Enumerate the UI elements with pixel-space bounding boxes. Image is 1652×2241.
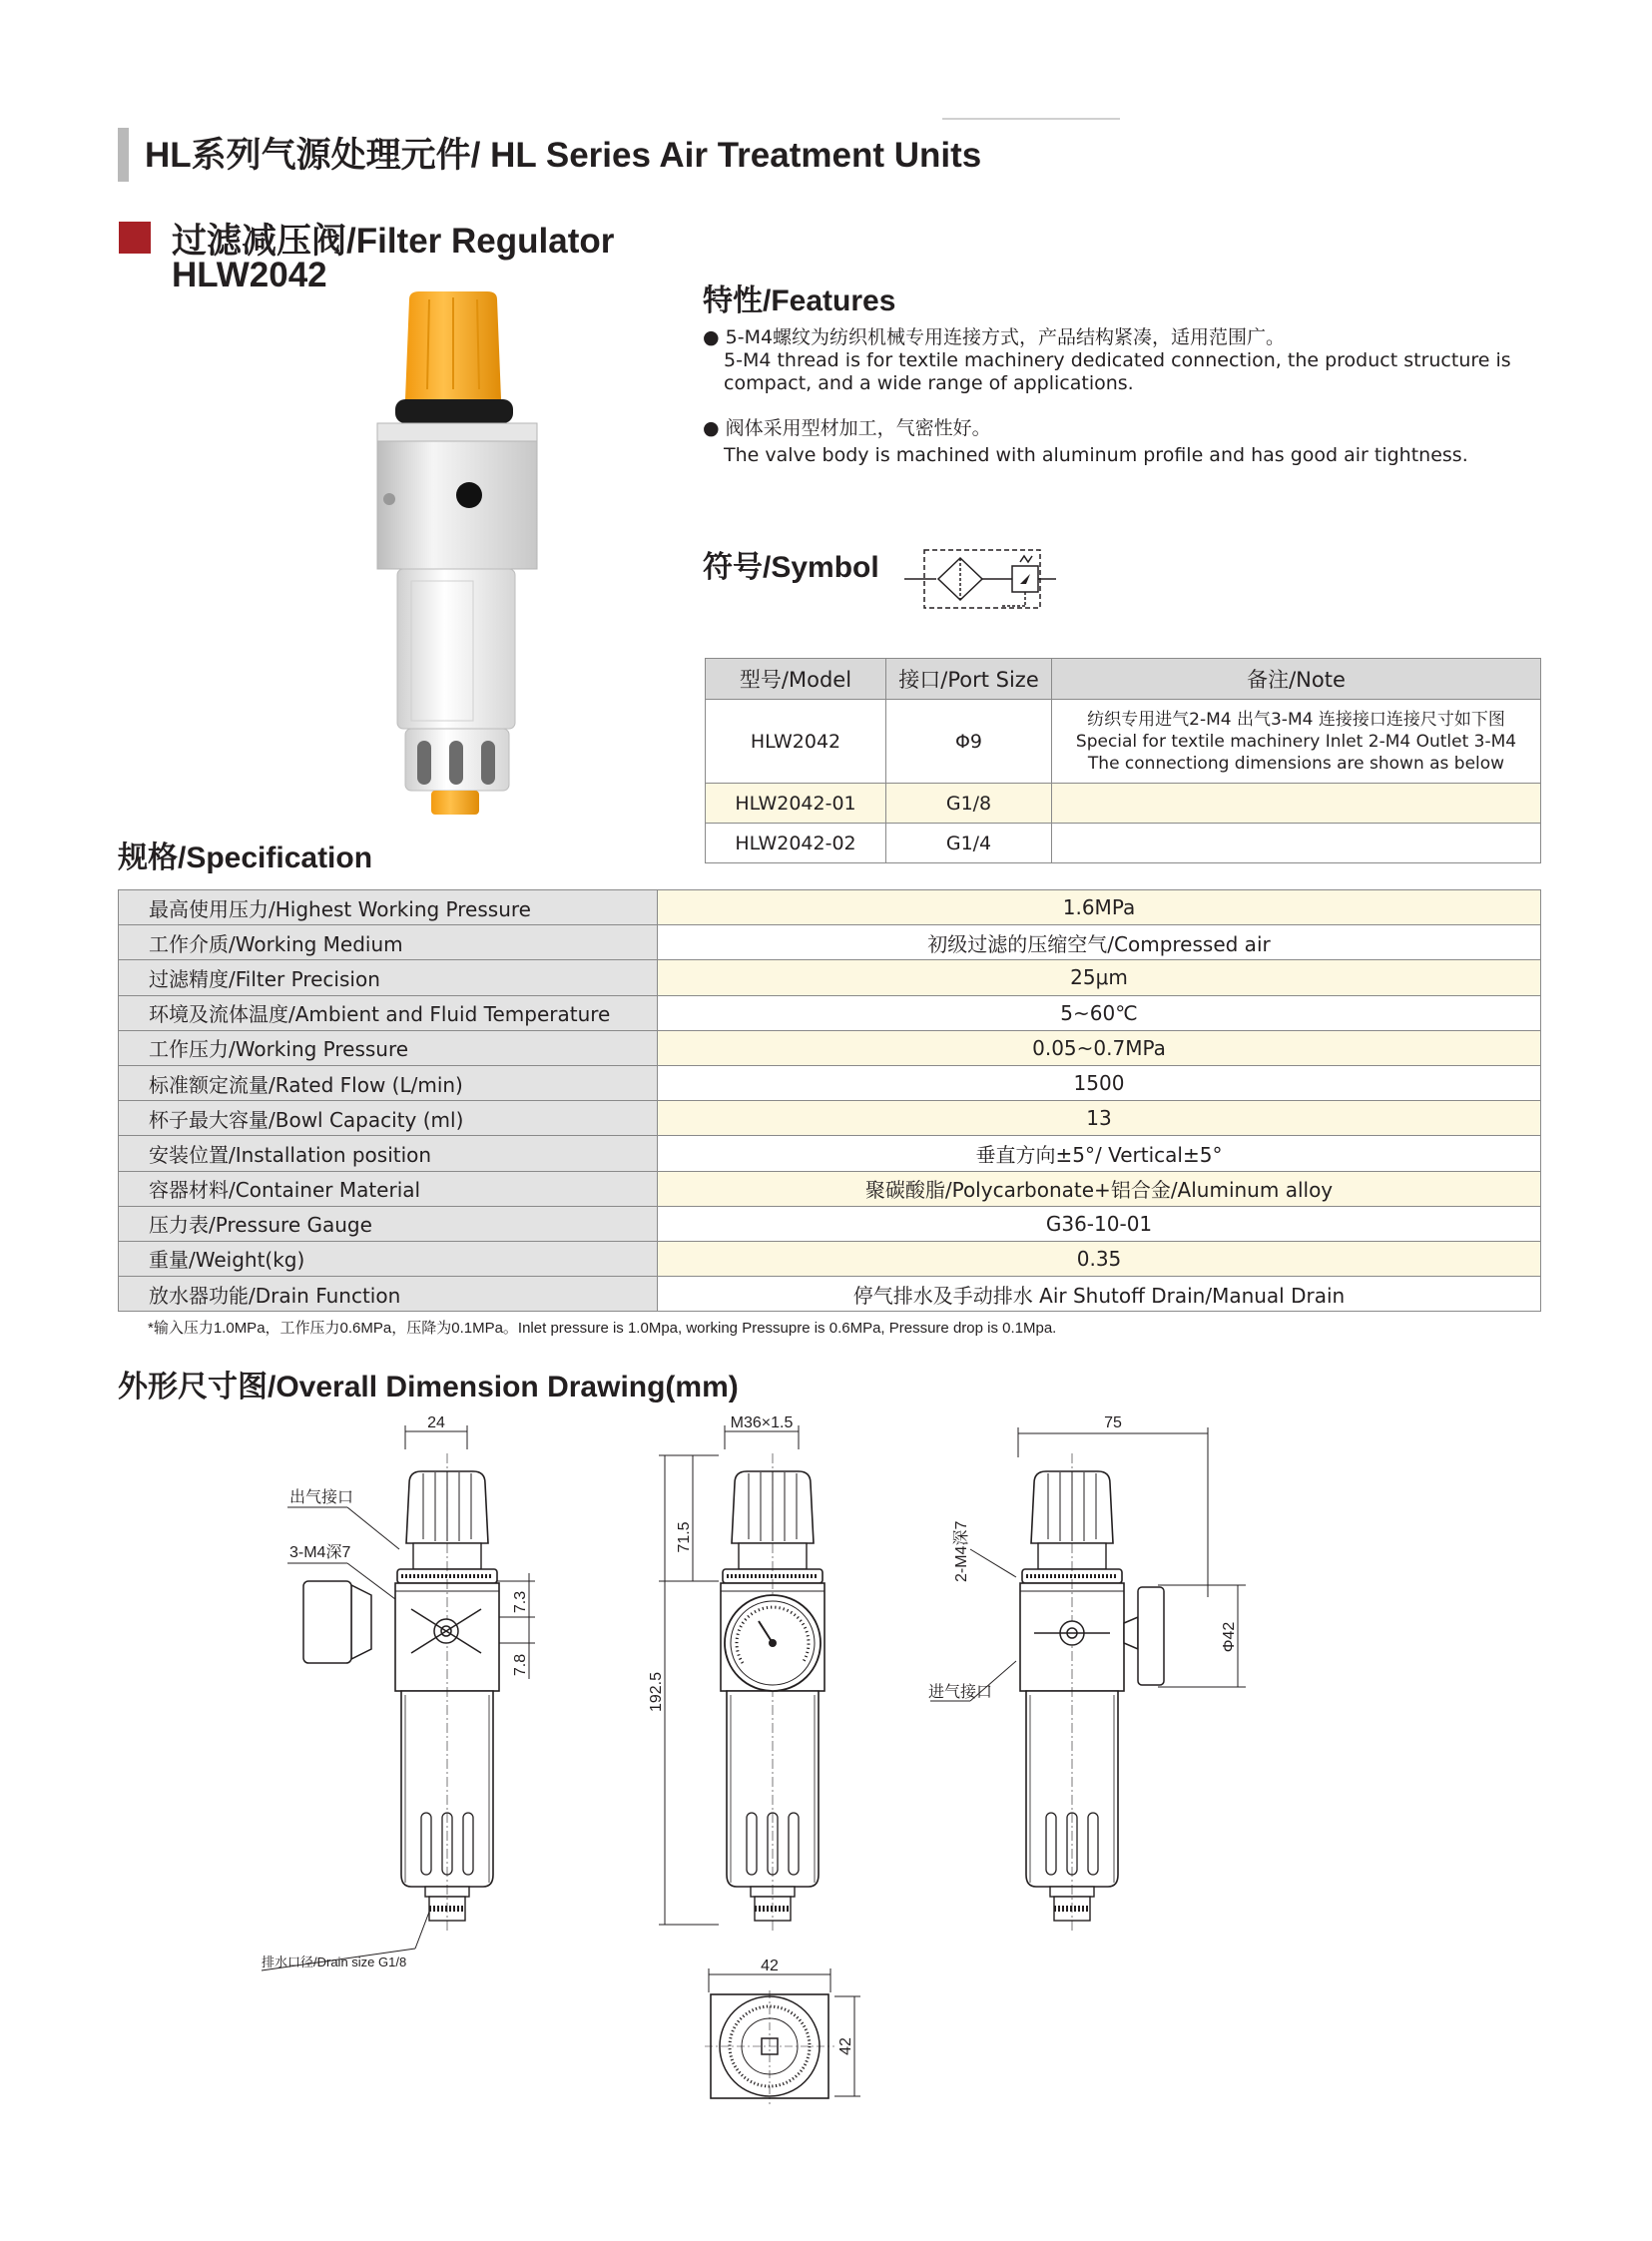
cell-port: G1/4 [886, 824, 1052, 863]
table-row [706, 784, 1541, 824]
table-row [119, 995, 1541, 1030]
spec-value: 25μm [658, 960, 1541, 995]
spec-key: 最高使用压力/Highest Working Pressure [119, 890, 658, 925]
features-heading: 特性/Features [703, 284, 896, 317]
dim-24-label: 24 [427, 1414, 445, 1431]
product-model: HLW2042 [172, 256, 327, 294]
spec-value: 停气排水及手动排水 Air Shutoff Drain/Manual Drain [658, 1277, 1541, 1312]
m4-2-label: 2-M4深7 [953, 1520, 970, 1582]
cell-model: HLW2042-01 [706, 784, 886, 824]
header-rule [942, 118, 1120, 120]
thread-label: M36×1.5 [730, 1414, 794, 1431]
dim-73-label: 7.3 [512, 1590, 529, 1614]
cell-note [1052, 824, 1541, 863]
spec-footnote: *输入压力1.0MPa，工作压力0.6MPa，压降为0.1MPa。Inlet pressure is 1.0Mpa, working Pressupre is 0.6MPa, Pressure drop is 0.1Mpa. [148, 1320, 1057, 1337]
dim-78-label: 7.8 [512, 1653, 529, 1677]
table-row [119, 1171, 1541, 1206]
table-row [119, 1277, 1541, 1312]
drawing-heading: 外形尺寸图/Overall Dimension Drawing(mm) [118, 1371, 739, 1403]
specification-heading: 规格/Specification [118, 841, 373, 874]
spec-key: 压力表/Pressure Gauge [119, 1206, 658, 1241]
table-row [119, 1136, 1541, 1171]
note-cn: 纺织专用进气2-M4 出气3-M4 连接接口连接尺寸如下图 [1087, 709, 1505, 730]
dim-75-label: 75 [1104, 1414, 1122, 1431]
bottom-view [705, 1990, 834, 2104]
dim-1925-label: 192.5 [648, 1671, 665, 1713]
spec-value: 5~60℃ [658, 995, 1541, 1030]
middle-view [721, 1453, 825, 1933]
spec-key: 安装位置/Installation position [119, 1136, 658, 1171]
feature-1-en: 5-M4 thread is for textile machinery dedicated connection, the product structure is compact, and a wide range of applications. [724, 349, 1511, 394]
section-marker-square [119, 222, 151, 254]
dim-42-side-label: 42 [837, 2037, 854, 2055]
header-accent-bar [118, 128, 129, 182]
cell-model: HLW2042 [706, 700, 886, 784]
spec-value: 0.05~0.7MPa [658, 1030, 1541, 1065]
feature-2-cn: ● 阀体采用型材加工，气密性好。 [703, 417, 991, 439]
spec-value: 初级过滤的压缩空气/Compressed air [658, 925, 1541, 960]
table-row [119, 960, 1541, 995]
table-row [706, 700, 1541, 784]
model-table [705, 658, 1541, 863]
cell-port: Φ9 [886, 700, 1052, 784]
spec-value: 0.35 [658, 1241, 1541, 1276]
spec-value: 13 [658, 1101, 1541, 1136]
feature-1-cn: ● 5-M4螺纹为纺织机械专用连接方式，产品结构紧凑，适用范围广。 [703, 326, 1286, 348]
drain-label: 排水口径/Drain size G1/8 [262, 1955, 407, 1969]
spec-value: G36-10-01 [658, 1206, 1541, 1241]
spec-key: 过滤精度/Filter Precision [119, 960, 658, 995]
dim-42-top-label: 42 [761, 1958, 779, 1974]
cell-port: G1/8 [886, 784, 1052, 824]
m4-3-label: 3-M4深7 [289, 1544, 351, 1561]
cell-note [1052, 700, 1541, 784]
spec-key: 环境及流体温度/Ambient and Fluid Temperature [119, 995, 658, 1030]
col-note: 备注/Note [1052, 659, 1541, 700]
table-row [119, 890, 1541, 925]
feature-item-1 [703, 326, 1521, 395]
table-row [119, 1030, 1541, 1065]
table-row [706, 824, 1541, 863]
spec-key: 杯子最大容量/Bowl Capacity (ml) [119, 1101, 658, 1136]
model-table-header [706, 659, 1541, 700]
product-title: 过滤减压阀/Filter Regulator [172, 222, 615, 261]
spec-key: 重量/Weight(kg) [119, 1241, 658, 1276]
phi42-label: Φ42 [1221, 1621, 1238, 1653]
table-row [119, 1065, 1541, 1100]
spec-key: 放水器功能/Drain Function [119, 1277, 658, 1312]
dim-715-label: 71.5 [676, 1521, 693, 1553]
page-title: HL系列气源处理元件/ HL Series Air Treatment Units [145, 136, 982, 175]
symbol-heading: 符号/Symbol [703, 551, 879, 584]
spec-value: 垂直方向±5°/ Vertical±5° [658, 1136, 1541, 1171]
spec-value: 1.6MPa [658, 890, 1541, 925]
pneumatic-symbol-icon [902, 544, 1058, 616]
feature-2-cn-text: 阀体采用型材加工，气密性好。 [725, 417, 991, 439]
table-row [119, 1206, 1541, 1241]
cell-model: HLW2042-02 [706, 824, 886, 863]
dimension-drawing [0, 1398, 1652, 2116]
note-en-2: The connectiong dimensions are shown as below [1087, 753, 1505, 774]
spec-key: 容器材料/Container Material [119, 1171, 658, 1206]
product-photo [359, 289, 559, 819]
inlet-label: 进气接口 [928, 1684, 993, 1701]
spec-value: 1500 [658, 1065, 1541, 1100]
spec-value: 聚碳酸脂/Polycarbonate+铝合金/Aluminum alloy [658, 1171, 1541, 1206]
col-model: 型号/Model [706, 659, 886, 700]
spec-key: 工作压力/Working Pressure [119, 1030, 658, 1065]
feature-2-en: The valve body is machined with aluminum profile and has good air tightness. [724, 444, 1468, 466]
cell-note [1052, 784, 1541, 824]
col-port: 接口/Port Size [886, 659, 1052, 700]
table-row [119, 1101, 1541, 1136]
left-view [395, 1453, 499, 1933]
feature-item-2 [703, 417, 1521, 467]
pressure-gauge-icon [725, 1595, 821, 1691]
specification-table [118, 889, 1541, 1312]
spec-key: 标准额定流量/Rated Flow (L/min) [119, 1065, 658, 1100]
note-en-1: Special for textile machinery Inlet 2-M4 Outlet 3-M4 [1075, 731, 1517, 752]
feature-1-cn-text: 5-M4螺纹为纺织机械专用连接方式，产品结构紧凑，适用范围广。 [725, 326, 1286, 348]
table-row [119, 925, 1541, 960]
outlet-label: 出气接口 [289, 1489, 354, 1506]
table-row [119, 1241, 1541, 1276]
right-view [1020, 1453, 1124, 1933]
spec-key: 工作介质/Working Medium [119, 925, 658, 960]
